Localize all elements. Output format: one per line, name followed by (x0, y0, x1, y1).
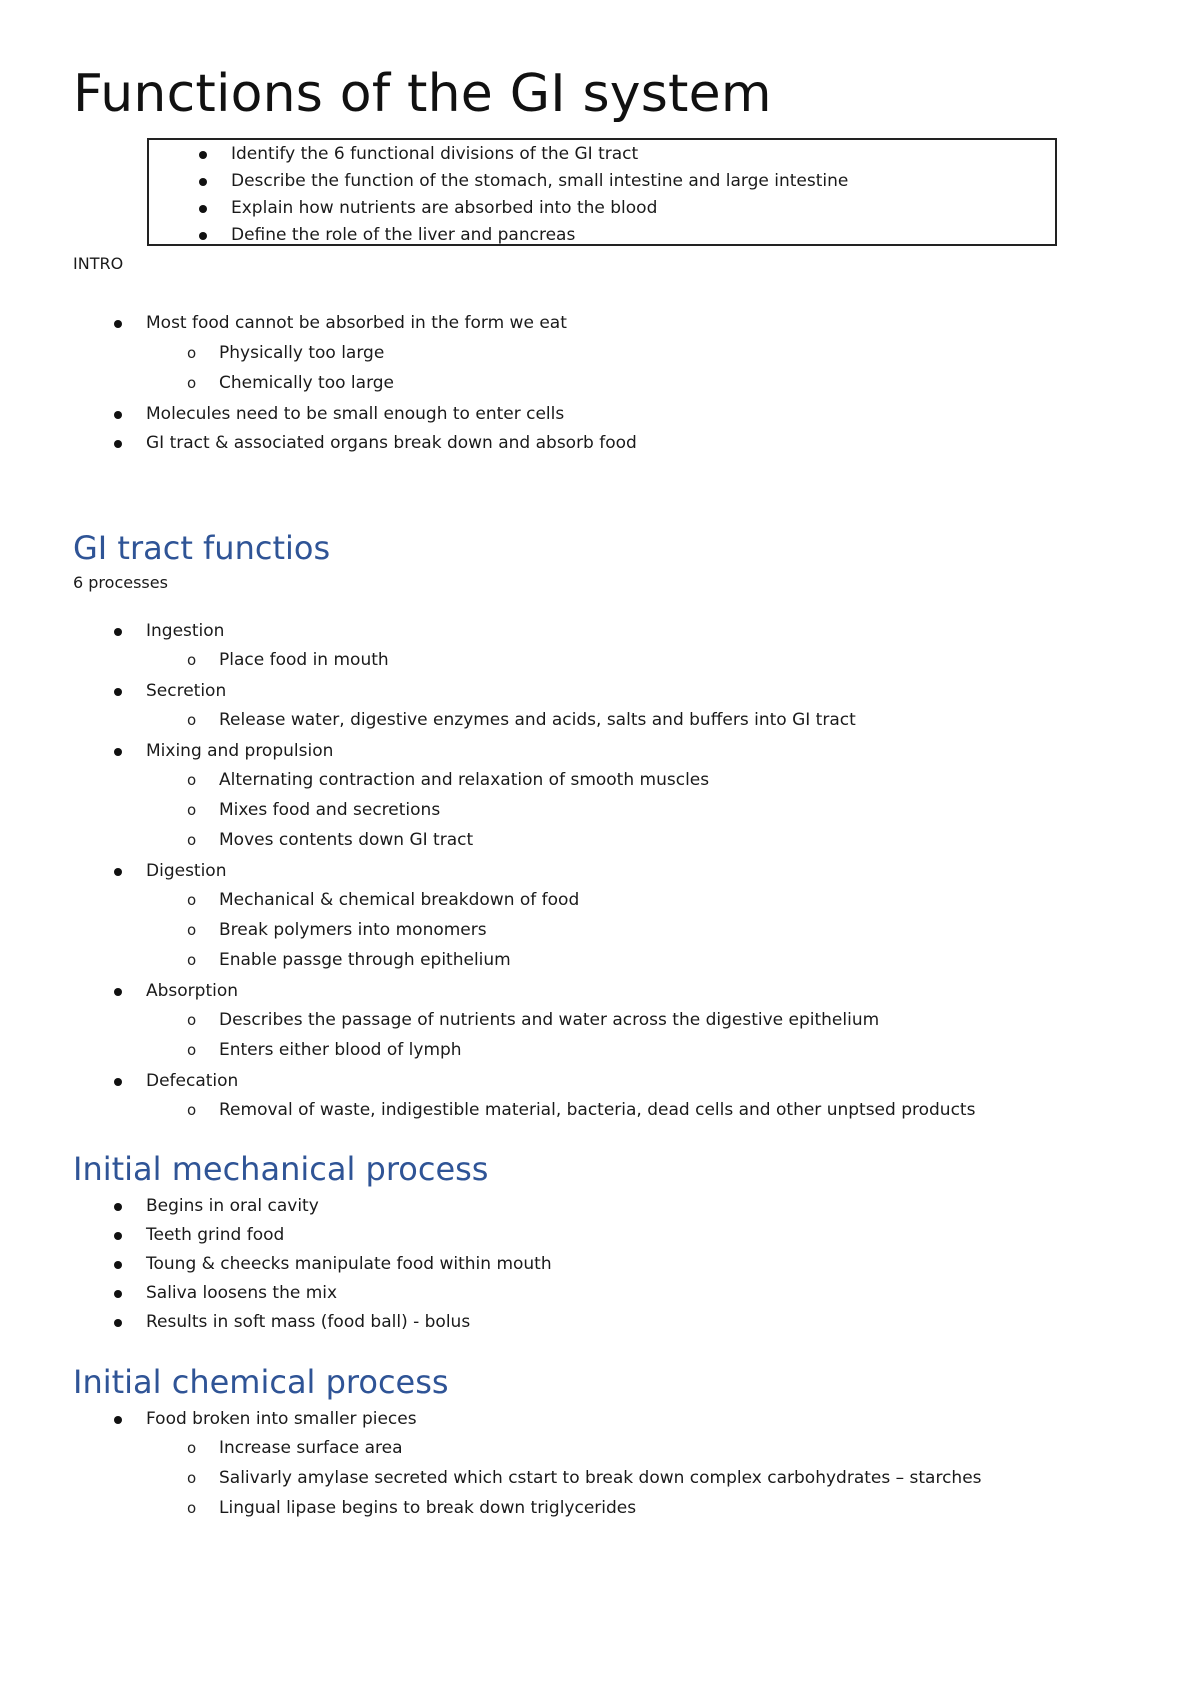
list-item-text: Begins in oral cavity (146, 1196, 319, 1216)
list-item-text: Secretion (146, 681, 227, 701)
processes-subheading: 6 processes (73, 573, 168, 592)
list-item (146, 860, 226, 882)
list-item-text: Removal of waste, indigestible material, bacteria, dead cells and other unptsed products (219, 1100, 976, 1120)
sub-list-item (187, 372, 395, 394)
circle-bullet-icon: o (187, 711, 197, 729)
section-heading-gi-tract: GI tract functios (73, 529, 331, 567)
list-item-text: Mechanical & chemical breakdown of food (219, 890, 580, 910)
list-item-text: Mixing and propulsion (146, 741, 334, 761)
circle-bullet-icon: o (187, 1499, 197, 1517)
list-item-text: Teeth grind food (146, 1225, 285, 1245)
list-item (146, 432, 637, 454)
list-item-text: Digestion (146, 861, 227, 881)
circle-bullet-icon: o (187, 1041, 197, 1059)
circle-bullet-icon: o (187, 1469, 197, 1487)
objective-item (231, 143, 638, 165)
list-item (146, 1224, 284, 1246)
sub-list-item (187, 342, 385, 364)
bullet-icon (114, 988, 122, 996)
list-item (146, 312, 567, 334)
sub-list-item (187, 649, 389, 671)
list-item (146, 1282, 337, 1304)
sub-list-item (187, 829, 474, 851)
document-title: Functions of the GI system (73, 64, 772, 124)
list-item-text: Place food in mouth (219, 650, 389, 670)
bullet-icon (114, 688, 122, 696)
bullet-icon (114, 1203, 122, 1211)
circle-bullet-icon: o (187, 1439, 197, 1457)
objective-text: Explain how nutrients are absorbed into the blood (231, 198, 658, 218)
objective-item (231, 197, 657, 219)
circle-bullet-icon: o (187, 374, 197, 392)
sub-list-item (187, 709, 856, 731)
sub-list-item (187, 1467, 982, 1489)
bullet-icon (199, 151, 207, 159)
bullet-icon (114, 1232, 122, 1240)
list-item-text: Increase surface area (219, 1438, 403, 1458)
intro-label: INTRO (73, 254, 124, 273)
section-heading-mechanical: Initial mechanical process (73, 1150, 489, 1188)
bullet-icon (114, 1416, 122, 1424)
circle-bullet-icon: o (187, 921, 197, 939)
list-item-text: Food broken into smaller pieces (146, 1409, 417, 1429)
list-item (146, 1408, 417, 1430)
sub-list-item (187, 769, 710, 791)
list-item-text: Moves contents down GI tract (219, 830, 474, 850)
circle-bullet-icon: o (187, 831, 197, 849)
objective-item (231, 224, 575, 246)
circle-bullet-icon: o (187, 344, 197, 362)
list-item-text: Salivarly amylase secreted which cstart to break down complex carbohydrates – starches (219, 1468, 982, 1488)
list-item (146, 1311, 470, 1333)
list-item-text: Toung & cheecks manipulate food within mouth (146, 1254, 552, 1274)
sub-list-item (187, 889, 580, 911)
list-item (146, 1195, 319, 1217)
list-item-text: Enters either blood of lymph (219, 1040, 462, 1060)
sub-list-item (187, 919, 487, 941)
bullet-icon (114, 320, 122, 328)
bullet-icon (114, 411, 122, 419)
objective-text: Describe the function of the stomach, small intestine and large intestine (231, 171, 849, 191)
sub-list-item (187, 1437, 403, 1459)
objective-item (231, 170, 848, 192)
section-heading-chemical: Initial chemical process (73, 1363, 449, 1401)
bullet-icon (199, 232, 207, 240)
sub-list-item (187, 1099, 976, 1121)
bullet-icon (199, 205, 207, 213)
list-item-text: Release water, digestive enzymes and acids, salts and buffers into GI tract (219, 710, 856, 730)
circle-bullet-icon: o (187, 1011, 197, 1029)
circle-bullet-icon: o (187, 801, 197, 819)
circle-bullet-icon: o (187, 951, 197, 969)
list-item (146, 620, 224, 642)
bullet-icon (114, 1078, 122, 1086)
list-item (146, 680, 226, 702)
list-item-text: Ingestion (146, 621, 225, 641)
list-item-text: Lingual lipase begins to break down triglycerides (219, 1498, 637, 1518)
bullet-icon (114, 1290, 122, 1298)
bullet-icon (114, 748, 122, 756)
list-item-text: Saliva loosens the mix (146, 1283, 338, 1303)
circle-bullet-icon: o (187, 891, 197, 909)
bullet-icon (114, 868, 122, 876)
learning-objectives-box (147, 138, 1057, 246)
list-item-text: Alternating contraction and relaxation of smooth muscles (219, 770, 710, 790)
list-item-text: Physically too large (219, 343, 385, 363)
sub-list-item (187, 799, 441, 821)
list-item (146, 403, 564, 425)
list-item-text: Enable passge through epithelium (219, 950, 511, 970)
list-item-text: Break polymers into monomers (219, 920, 487, 940)
sub-list-item (187, 949, 511, 971)
bullet-icon (114, 628, 122, 636)
bullet-icon (199, 178, 207, 186)
circle-bullet-icon: o (187, 771, 197, 789)
circle-bullet-icon: o (187, 1101, 197, 1119)
bullet-icon (114, 440, 122, 448)
list-item-text: Absorption (146, 981, 239, 1001)
list-item-text: GI tract & associated organs break down and absorb food (146, 433, 637, 453)
objective-text: Identify the 6 functional divisions of the GI tract (231, 144, 639, 164)
bullet-icon (114, 1319, 122, 1327)
list-item-text: Defecation (146, 1071, 239, 1091)
list-item (146, 1070, 238, 1092)
list-item (146, 980, 238, 1002)
list-item-text: Chemically too large (219, 373, 395, 393)
sub-list-item (187, 1497, 637, 1519)
sub-list-item (187, 1039, 462, 1061)
circle-bullet-icon: o (187, 651, 197, 669)
objective-text: Define the role of the liver and pancreas (231, 225, 576, 245)
list-item-text: Results in soft mass (food ball) - bolus (146, 1312, 471, 1332)
list-item-text: Mixes food and secretions (219, 800, 441, 820)
sub-list-item (187, 1009, 880, 1031)
list-item (146, 1253, 552, 1275)
list-item (146, 740, 333, 762)
bullet-icon (114, 1261, 122, 1269)
list-item-text: Molecules need to be small enough to enter cells (146, 404, 565, 424)
list-item-text: Describes the passage of nutrients and water across the digestive epithelium (219, 1010, 880, 1030)
list-item-text: Most food cannot be absorbed in the form we eat (146, 313, 567, 333)
